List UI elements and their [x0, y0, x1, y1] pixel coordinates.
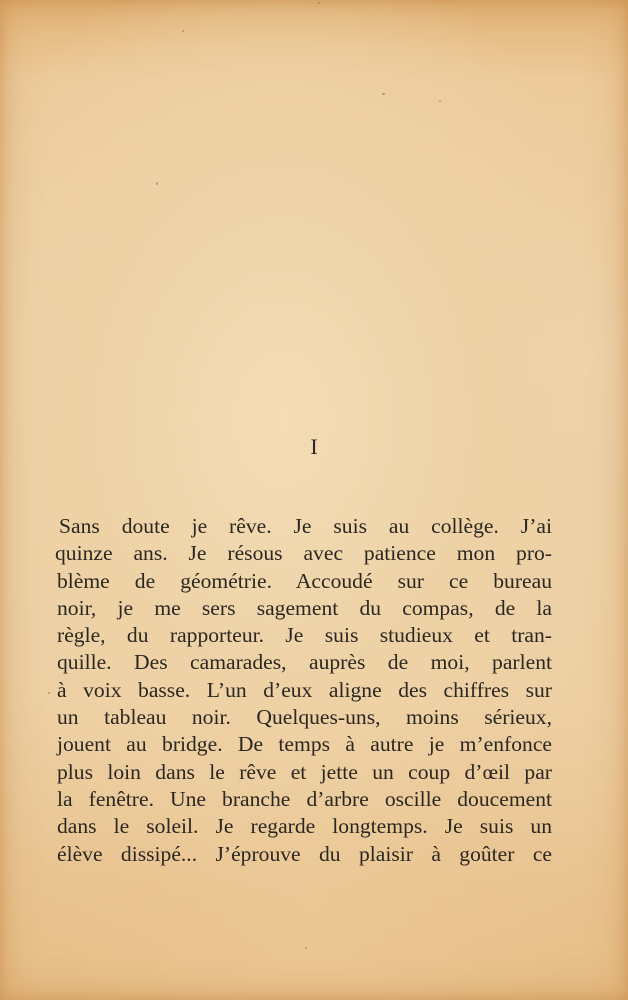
- paper-speck: [305, 947, 307, 949]
- text-line: blème de géométrie. Accoudé sur ce bureau: [57, 568, 552, 593]
- chapter-heading: I: [310, 434, 318, 459]
- text-line: la fenêtre. Une branche d’arbre oscille doucement: [57, 786, 552, 811]
- paper-speck: [156, 182, 158, 185]
- paper-speck: [48, 692, 50, 694]
- text-line: élève dissipé... J’éprouve du plaisir à goûter ce: [57, 841, 552, 866]
- paper-speck: [182, 30, 184, 32]
- text-line: règle, du rapporteur. Je suis studieux et tran-: [57, 623, 552, 648]
- text-line: dans le soleil. Je regarde longtemps. Je suis un: [57, 814, 552, 839]
- text-line: un tableau noir. Quelques-uns, moins sérieux,: [57, 705, 552, 730]
- body-paragraph: [57, 513, 552, 868]
- text-line: quinze ans. Je résous avec patience mon pro-: [55, 541, 552, 566]
- paper-speck: [382, 93, 385, 95]
- text-line: à voix basse. L’un d’eux aligne des chiffres sur: [57, 677, 552, 702]
- text-line: quille. Des camarades, auprès de moi, parlent: [57, 650, 552, 675]
- paper-speck: [439, 100, 441, 102]
- text-line: plus loin dans le rêve et jette un coup d’œil par: [57, 759, 552, 784]
- text-line: jouent au bridge. De temps à autre je m’enfonce: [57, 732, 552, 757]
- text-line: Sans doute je rêve. Je suis au collège. J’ai: [59, 514, 552, 538]
- paper-speck: [318, 2, 320, 4]
- text-line: noir, je me sers sagement du compas, de la: [57, 595, 552, 620]
